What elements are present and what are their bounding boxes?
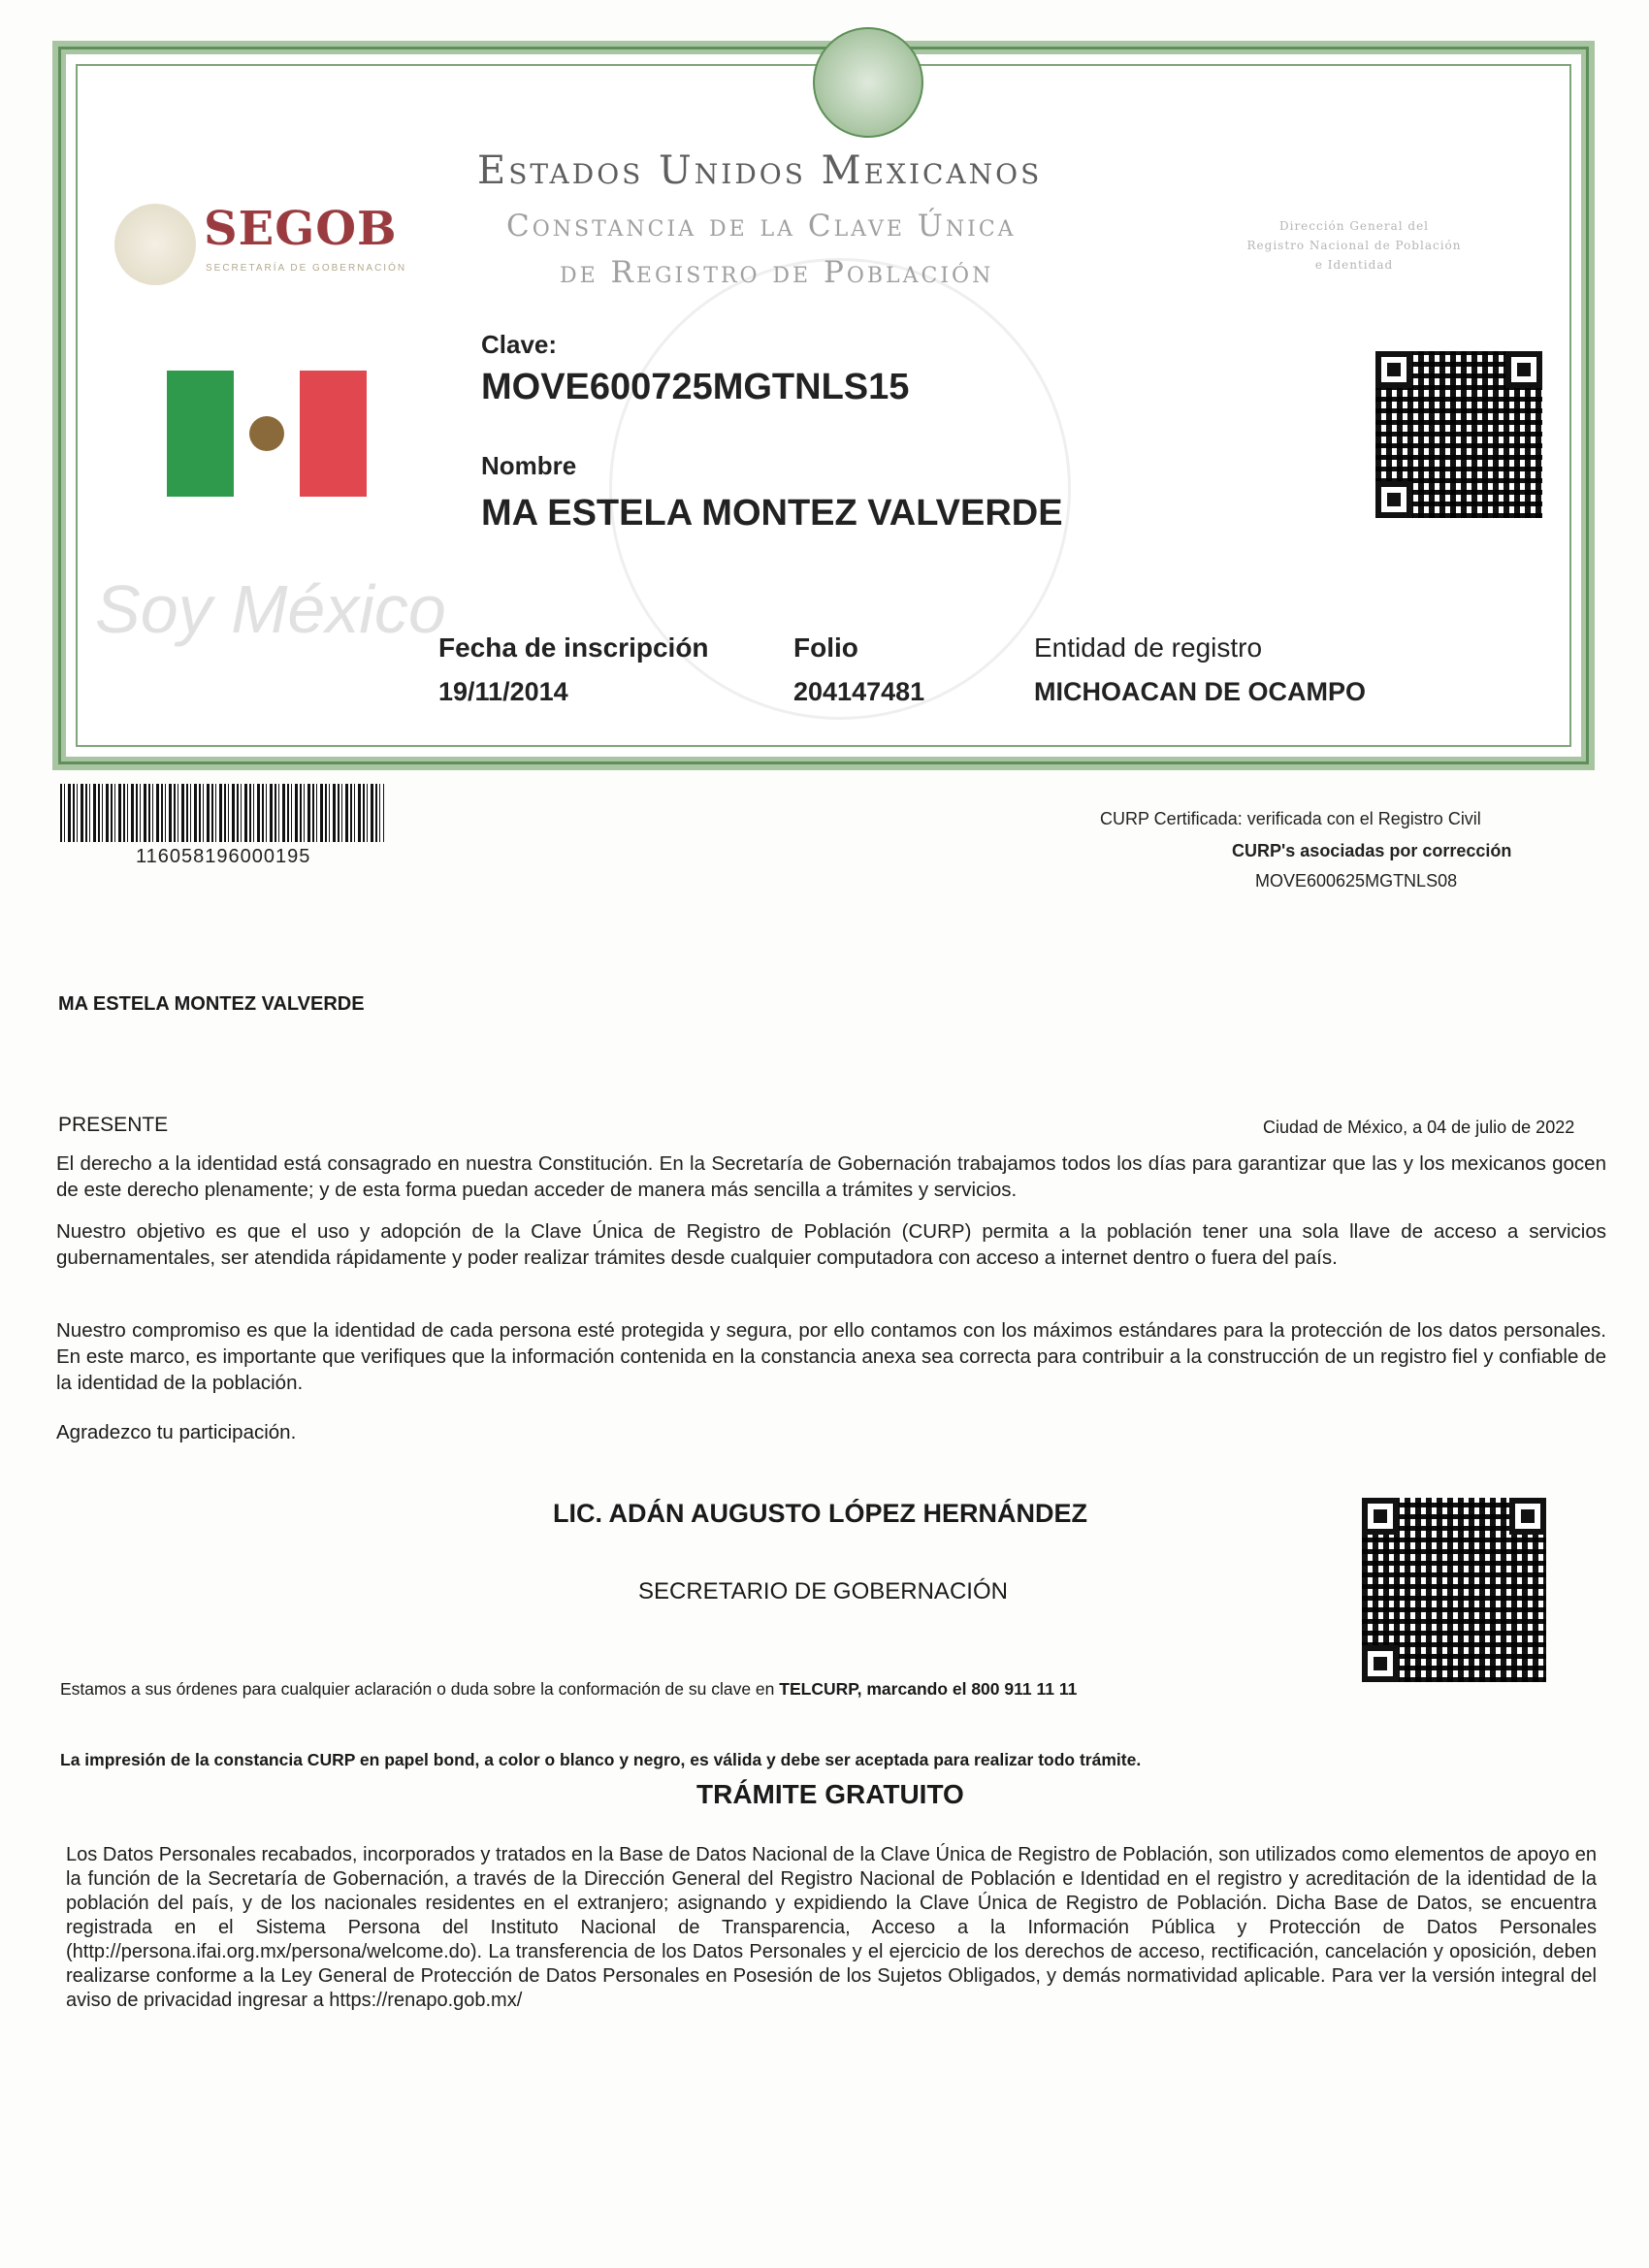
curp-certified-note: CURP Certificada: verificada con el Registro Civil bbox=[1100, 809, 1481, 828]
associated-curp-label: CURP's asociadas por corrección bbox=[1232, 841, 1512, 860]
certificate-qr-code-icon bbox=[1375, 351, 1542, 518]
nombre-label: Nombre bbox=[481, 451, 577, 480]
entidad-label: Entidad de registro bbox=[1034, 632, 1263, 663]
clave-value: MOVE600725MGTNLS15 bbox=[481, 367, 910, 407]
letter-paragraph-3: Nuestro compromiso es que la identidad de cada persona esté protegida y segura, por ello contamos con los máximos estándares para la protección de los datos personales. En este marco, es importante que verifiques que la información contenida en la constancia anexa sea correcta para contribuir a la construcción de un registro fiel y confiable de la identidad de la población. bbox=[56, 1319, 1606, 1394]
letter-thanks: Agradezco tu participación. bbox=[56, 1421, 297, 1443]
barcode-number: 116058196000195 bbox=[136, 846, 311, 867]
folio-label: Folio bbox=[793, 632, 858, 663]
folio-value: 204147481 bbox=[793, 677, 925, 706]
letter-qr-code-icon bbox=[1362, 1498, 1546, 1682]
entidad-value: MICHOACAN DE OCAMPO bbox=[1034, 677, 1366, 706]
fecha-value: 19/11/2014 bbox=[438, 677, 568, 706]
document-subtitle-line1: Constancia de la Clave Única bbox=[506, 209, 1017, 243]
free-procedure-label: TRÁMITE GRATUITO bbox=[696, 1779, 964, 1809]
document-title: Estados Unidos Mexicanos bbox=[477, 148, 1043, 193]
signer-title: SECRETARIO DE GOBERNACIÓN bbox=[638, 1578, 1008, 1604]
segob-logo-subtitle: SECRETARÍA DE GOBERNACIÓN bbox=[206, 263, 407, 274]
validity-note: La impresión de la constancia CURP en papel bond, a color o blanco y negro, es válida y debe ser aceptada para realizar todo trámite. bbox=[60, 1750, 1142, 1769]
national-emblem-icon bbox=[813, 27, 923, 138]
direction-line2: Registro Nacional de Población bbox=[1246, 239, 1462, 252]
direction-line1: Dirección General del bbox=[1278, 219, 1430, 233]
soy-mexico-watermark: Soy México bbox=[95, 571, 446, 647]
clave-label: Clave: bbox=[481, 330, 558, 359]
letter-recipient: MA ESTELA MONTEZ VALVERDE bbox=[58, 993, 365, 1015]
mexican-flag-icon bbox=[167, 371, 367, 497]
direction-line3: e Identidad bbox=[1314, 258, 1394, 272]
contact-note: Estamos a sus órdenes para cualquier aclaración o duda sobre la conformación de su clave en TELCURP, marcando el 800 911 11 11 bbox=[60, 1679, 1078, 1699]
presente-label: PRESENTE bbox=[58, 1114, 169, 1136]
fecha-label: Fecha de inscripción bbox=[438, 632, 709, 663]
segob-seal-icon bbox=[114, 204, 196, 285]
letter-paragraph-1: El derecho a la identidad está consagrado en nuestra Constitución. En la Secretaría de Gobernación trabajamos todos los días para garantizar que las y los mexicanos gocen de este derecho plenamente; y de esta forma puedan acceder de manera más sencilla a trámites y servicios. bbox=[56, 1152, 1606, 1201]
segob-logo: SEGOB bbox=[204, 202, 398, 256]
associated-curp-value: MOVE600625MGTNLS08 bbox=[1255, 871, 1458, 891]
barcode-icon bbox=[60, 784, 384, 842]
document-subtitle-line2: de Registro de Población bbox=[560, 255, 994, 290]
privacy-notice: Los Datos Personales recabados, incorporados y tratados en la Base de Datos Nacional de la Clave Única de Registro de Población, son utilizados como elementos de apoyo en la función de la Secretaría de Gobernación, a través de la Dirección General del Registro Nacional de Población e Identidad en el registro y acreditación de la identidad de la población del país, y de los nacionales residentes en el extranjero; asignando y expidiendo la Clave Única de Registro de Población. Dicha Base de Datos, se encuentra registrada en el Sistema Persona del Instituto Nacional de Transparencia, Acceso a la Información Pública y Protección de Datos Personales (http://persona.ifai.org.mx/persona/welcome.do). La transferencia de los Datos Personales y el ejercicio de los derechos de acceso, rectificación, cancelación y oposición, deben realizarse conforme a la Ley General de Protección de Datos Personales en Posesión de los Sujetos Obligados, y demás normatividad aplicable. Para ver la versión integral del aviso de privacidad ingresar a https://renapo.gob.mx/ bbox=[66, 1844, 1597, 2011]
place-date: Ciudad de México, a 04 de julio de 2022 bbox=[1263, 1118, 1575, 1137]
letter-paragraph-2: Nuestro objetivo es que el uso y adopción de la Clave Única de Registro de Población (CURP) permita a la población tener una sola llave de acceso a servicios gubernamentales, ser atendida rápidamente y poder realizar trámites desde cualquier computadora con acceso a internet dentro o fuera del país. bbox=[56, 1220, 1606, 1269]
signer-name: LIC. ADÁN AUGUSTO LÓPEZ HERNÁNDEZ bbox=[553, 1499, 1088, 1528]
nombre-value: MA ESTELA MONTEZ VALVERDE bbox=[481, 493, 1063, 534]
